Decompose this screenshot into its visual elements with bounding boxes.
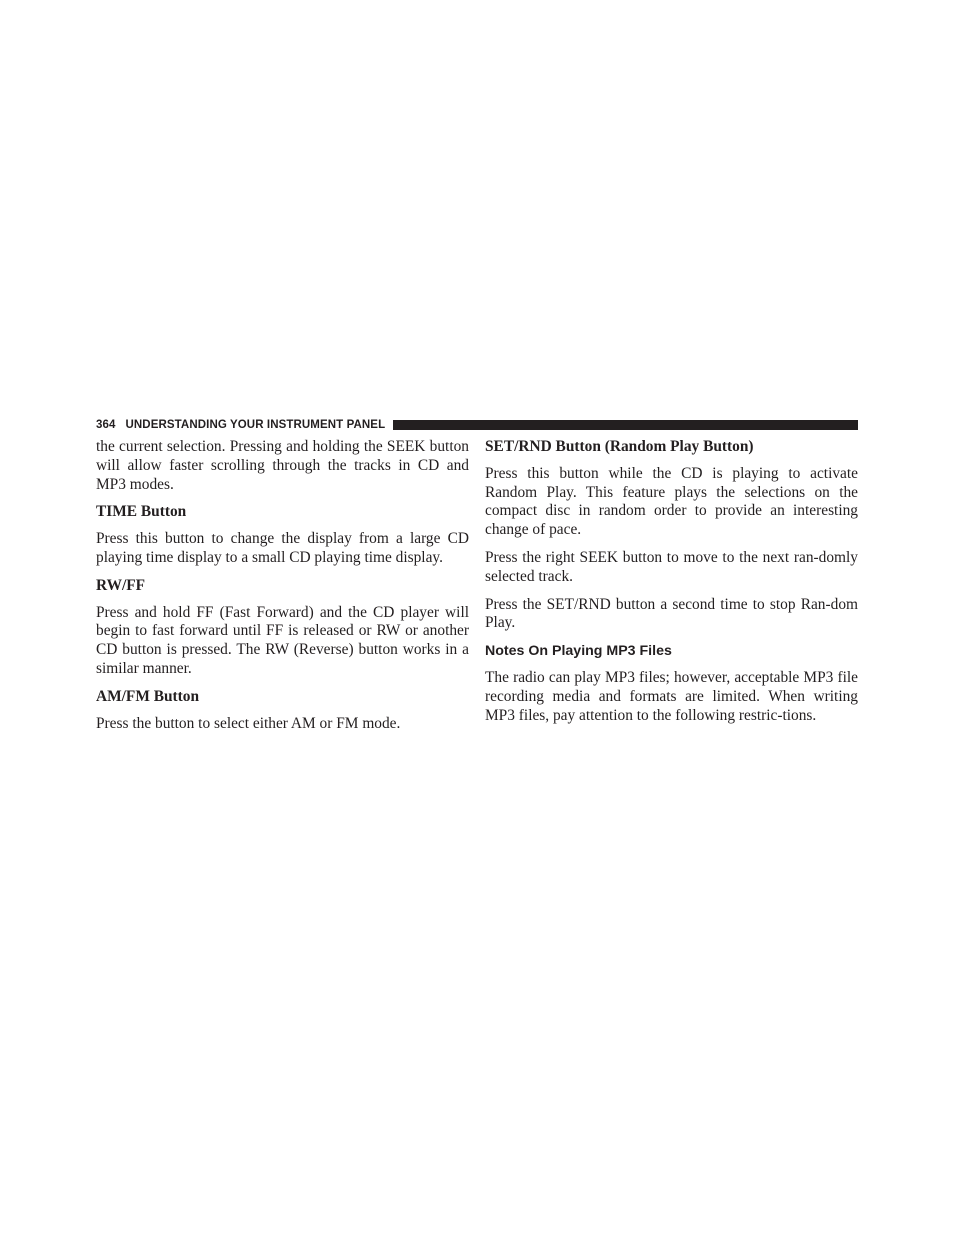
right-column xyxy=(485,438,858,734)
mp3-notes-heading: Notes On Playing MP3 Files xyxy=(485,643,672,660)
page-number: 364 xyxy=(96,419,116,431)
left-column xyxy=(96,438,469,742)
section-title: UNDERSTANDING YOUR INSTRUMENT PANEL xyxy=(125,419,386,431)
time-button-paragraph: Press this button to change the display from a large CD playing time display to a small CD playing time display. xyxy=(96,530,469,566)
amfm-button-paragraph: Press the button to select either AM or FM mode. xyxy=(96,714,401,732)
mp3-notes-paragraph: The radio can play MP3 files; however, acceptable MP3 file recording media and formats are limited. When writing MP3 files, pay attention to the following restric-tions. xyxy=(485,668,858,724)
setrnd-paragraph-3: Press the SET/RND button a second time to stop Ran-dom Play. xyxy=(485,595,858,632)
header-rule-bar xyxy=(393,420,858,430)
setrnd-paragraph-1: Press this button while the CD is playing to activate Random Play. This feature plays the selections on the compact disc in random order to provide an interesting change of pace. xyxy=(485,464,858,539)
time-button-heading: TIME Button xyxy=(96,503,187,521)
rwff-heading: RW/FF xyxy=(96,576,146,594)
setrnd-button-heading: SET/RND Button (Random Play Button) xyxy=(485,438,754,455)
page-header xyxy=(96,417,858,433)
amfm-button-heading: AM/FM Button xyxy=(96,687,200,705)
setrnd-paragraph-2: Press the right SEEK button to move to the next ran-domly selected track. xyxy=(485,548,858,585)
rwff-paragraph: Press and hold FF (Fast Forward) and the CD player will begin to fast forward until FF is released or RW or another CD button is pressed. The RW (Reverse) button works in a similar manner. xyxy=(96,603,469,677)
intro-paragraph: the current selection. Pressing and holding the SEEK button will allow faster scrolling through the tracks in CD and MP3 modes. xyxy=(96,438,469,493)
